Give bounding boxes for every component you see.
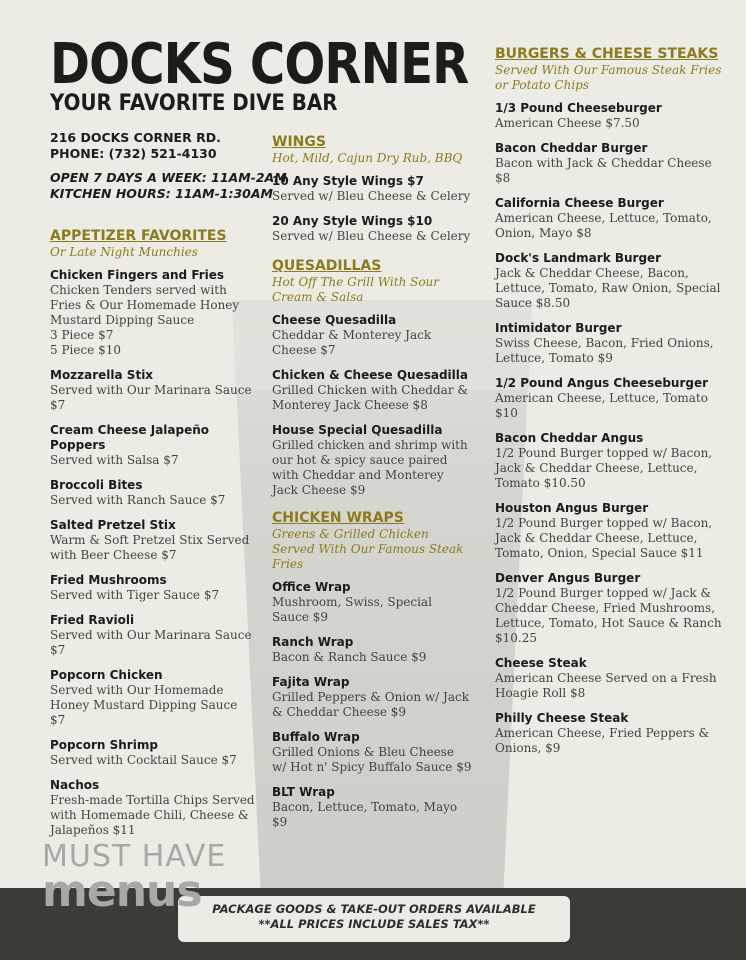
menu-item-name: Office Wrap — [272, 580, 351, 594]
menu-item-name: Nachos — [50, 778, 100, 792]
menu-item-name: California Cheese Burger — [495, 196, 664, 210]
menu-item-description: 1/2 Pound Burger topped w/ Jack & Cheddar Cheese, Fried Mushrooms, Lettuce, Tomato, Hot Sauce & Ranch $10.25 — [495, 586, 722, 645]
menu-item-description: Cheddar & Monterey Jack Cheese $7 — [272, 328, 432, 357]
menu-item — [50, 368, 255, 413]
menu-item — [272, 730, 472, 775]
menu-item-description: American Cheese, Lettuce, Tomato $10 — [495, 391, 708, 420]
middle-column — [272, 134, 472, 842]
hours-info — [50, 170, 287, 202]
menu-item-description: Bacon & Ranch Sauce $9 — [272, 650, 427, 664]
left-column — [50, 228, 255, 850]
menu-item — [495, 376, 725, 421]
menu-item-description: American Cheese $7.50 — [495, 116, 640, 130]
menu-item — [495, 251, 725, 311]
kitchen-hours: KITCHEN HOURS: 11AM-1:30AM — [50, 186, 273, 201]
section-subheading: Hot, Mild, Cajun Dry Rub, BBQ — [272, 151, 463, 165]
menu-item-description: Grilled chicken and shrimp with our hot & spicy sauce paired with Cheddar and Monterey Jack Cheese $9 — [272, 438, 468, 497]
menu-item — [272, 214, 472, 244]
menu-item-description: American Cheese, Lettuce, Tomato, Onion, Mayo $8 — [495, 211, 712, 240]
section-subheading: Or Late Night Munchies — [50, 245, 198, 259]
phone[interactable]: PHONE: (732) 521-4130 — [50, 146, 217, 161]
menu-item-description: American Cheese Served on a Fresh Hoagie Roll $8 — [495, 671, 717, 700]
menu-item — [495, 196, 725, 241]
section-heading: CHICKEN WRAPS — [272, 510, 404, 526]
page-subtitle: YOUR FAVORITE DIVE BAR — [50, 91, 338, 116]
menu-item-description: 1/2 Pound Burger topped w/ Bacon, Jack & Cheddar Cheese, Lettuce, Tomato, Onion, Special Sauce $11 — [495, 516, 713, 560]
footer-notice — [178, 902, 570, 932]
menu-item-name: Denver Angus Burger — [495, 571, 641, 585]
menu-item — [495, 141, 725, 186]
menu-item-name: Dock's Landmark Burger — [495, 251, 662, 265]
menu-item — [50, 778, 255, 838]
item-list — [495, 101, 725, 756]
menu-item-name: 1/2 Pound Angus Cheeseburger — [495, 376, 709, 390]
menu-item-description: Served with Our Marinara Sauce $7 — [50, 628, 252, 657]
menu-item-name: Popcorn Chicken — [50, 668, 163, 682]
menu-item-description: Grilled Onions & Bleu Cheese w/ Hot n' Spicy Buffalo Sauce $9 — [272, 745, 472, 774]
menu-item-description: Served with Our Marinara Sauce $7 — [50, 383, 252, 412]
contact-info — [50, 130, 221, 162]
section-subheading: Served With Our Famous Steak Fries or Potato Chips — [495, 63, 722, 92]
menu-item-description: Served with Cocktail Sauce $7 — [50, 753, 237, 767]
watermark-line1: MUST HAVE — [42, 839, 227, 874]
menu-item-name: Fried Ravioli — [50, 613, 135, 627]
menu-item-description: Served with Ranch Sauce $7 — [50, 493, 226, 507]
section-wings — [272, 134, 472, 244]
menu-item-name: 20 Any Style Wings $10 — [272, 214, 433, 228]
menu-item-name: Ranch Wrap — [272, 635, 354, 649]
menu-item-name: Fajita Wrap — [272, 675, 350, 689]
menu-item-description: 1/2 Pound Burger topped w/ Bacon, Jack & Cheddar Cheese, Lettuce, Tomato $10.50 — [495, 446, 713, 490]
menu-item-name: 1/3 Pound Cheeseburger — [495, 101, 662, 115]
menu-item — [272, 174, 472, 204]
menu-item-name: Popcorn Shrimp — [50, 738, 158, 752]
menu-item — [272, 635, 472, 665]
item-list — [50, 268, 255, 838]
menu-item-description: Served with Salsa $7 — [50, 453, 179, 467]
menu-item — [495, 101, 725, 131]
footer-line1: PACKAGE GOODS & TAKE-OUT ORDERS AVAILABLE — [212, 902, 536, 916]
menu-item — [50, 268, 255, 358]
section-appetizers — [50, 228, 255, 838]
menu-item-name: Fried Mushrooms — [50, 573, 167, 587]
menu-item-name: Cheese Steak — [495, 656, 587, 670]
menu-item-name: Bacon Cheddar Angus — [495, 431, 644, 445]
section-subheading: Hot Off The Grill With Sour Cream & Salsa — [272, 275, 440, 304]
menu-item-name: 10 Any Style Wings $7 — [272, 174, 424, 188]
menu-item-description: Served with Our Homemade Honey Mustard Dipping Sauce $7 — [50, 683, 238, 727]
section-heading: BURGERS & CHEESE STEAKS — [495, 46, 719, 62]
item-list — [272, 174, 472, 244]
menu-item-name: Chicken Fingers and Fries — [50, 268, 225, 282]
menu-item-description: Fresh-made Tortilla Chips Served with Homemade Chili, Cheese & Jalapeños $11 — [50, 793, 255, 837]
menu-item-description: Served with Tiger Sauce $7 — [50, 588, 220, 602]
menu-item-name: Cream Cheese Jalapeño Poppers — [50, 423, 210, 452]
open-hours: OPEN 7 DAYS A WEEK: 11AM-2AM — [50, 170, 287, 185]
section-chicken-wraps — [272, 510, 472, 830]
menu-item-description: Jack & Cheddar Cheese, Bacon, Lettuce, Tomato, Raw Onion, Special Sauce $8.50 — [495, 266, 721, 310]
menu-item — [272, 423, 472, 498]
menu-item — [272, 675, 472, 720]
menu-item-description: American Cheese, Fried Peppers & Onions, $9 — [495, 726, 710, 755]
menu-item — [50, 738, 255, 768]
menu-item — [495, 431, 725, 491]
menu-item — [495, 656, 725, 701]
section-heading: QUESADILLAS — [272, 258, 382, 274]
menu-item — [50, 478, 255, 508]
menu-item — [50, 423, 255, 468]
menu-item — [495, 571, 725, 646]
menu-item — [272, 580, 472, 625]
menu-item — [495, 321, 725, 366]
menu-item-name: Chicken & Cheese Quesadilla — [272, 368, 468, 382]
item-list — [272, 580, 472, 830]
menu-item-name: Intimidator Burger — [495, 321, 622, 335]
menu-item-name: Bacon Cheddar Burger — [495, 141, 648, 155]
menu-item-name: Philly Cheese Steak — [495, 711, 629, 725]
menu-item-description: Warm & Soft Pretzel Stix Served with Beer Cheese $7 — [50, 533, 250, 562]
menu-item-description: Chicken Tenders served with Fries & Our Homemade Honey Mustard Dipping Sauce 3 Piece $7 5 Piece $10 — [50, 283, 240, 357]
menu-item-description: Swiss Cheese, Bacon, Fried Onions, Lettuce, Tomato $9 — [495, 336, 714, 365]
section-heading: APPETIZER FAVORITES — [50, 228, 227, 244]
section-subheading: Greens & Grilled Chicken Served With Our Famous Steak Fries — [272, 527, 464, 571]
menu-item — [50, 573, 255, 603]
menu-item — [495, 501, 725, 561]
section-quesadillas — [272, 258, 472, 498]
menu-item-description: Mushroom, Swiss, Special Sauce $9 — [272, 595, 432, 624]
menu-item — [50, 668, 255, 728]
menu-item — [272, 785, 472, 830]
menu-item — [50, 518, 255, 563]
footer-line2: **ALL PRICES INCLUDE SALES TAX** — [258, 917, 490, 931]
section-heading: WINGS — [272, 134, 326, 150]
item-list — [272, 313, 472, 498]
page-title: DOCKS CORNER — [50, 32, 469, 97]
section-burgers — [495, 46, 725, 756]
menu-item — [272, 368, 472, 413]
menu-item-description: Grilled Peppers & Onion w/ Jack & Cheddar Cheese $9 — [272, 690, 469, 719]
menu-item-name: Mozzarella Stix — [50, 368, 154, 382]
menu-item-name: Buffalo Wrap — [272, 730, 360, 744]
menu-item — [50, 613, 255, 658]
menu-item-name: Salted Pretzel Stix — [50, 518, 176, 532]
menu-item — [272, 313, 472, 358]
menu-item-name: Broccoli Bites — [50, 478, 143, 492]
menu-item-description: Bacon with Jack & Cheddar Cheese $8 — [495, 156, 712, 185]
menu-item-name: House Special Quesadilla — [272, 423, 443, 437]
menu-item-description: Served w/ Bleu Cheese & Celery — [272, 189, 471, 203]
menu-item-name: Cheese Quesadilla — [272, 313, 397, 327]
right-column — [495, 46, 725, 768]
menu-item-description: Served w/ Bleu Cheese & Celery — [272, 229, 471, 243]
menu-item-name: BLT Wrap — [272, 785, 335, 799]
menu-item-description: Bacon, Lettuce, Tomato, Mayo $9 — [272, 800, 458, 829]
menu-item-description: Grilled Chicken with Cheddar & Monterey Jack Cheese $8 — [272, 383, 469, 412]
address: 216 DOCKS CORNER RD. — [50, 130, 221, 145]
menu-item-name: Houston Angus Burger — [495, 501, 649, 515]
watermark-line2: menus — [42, 866, 202, 917]
menu-item — [495, 711, 725, 756]
